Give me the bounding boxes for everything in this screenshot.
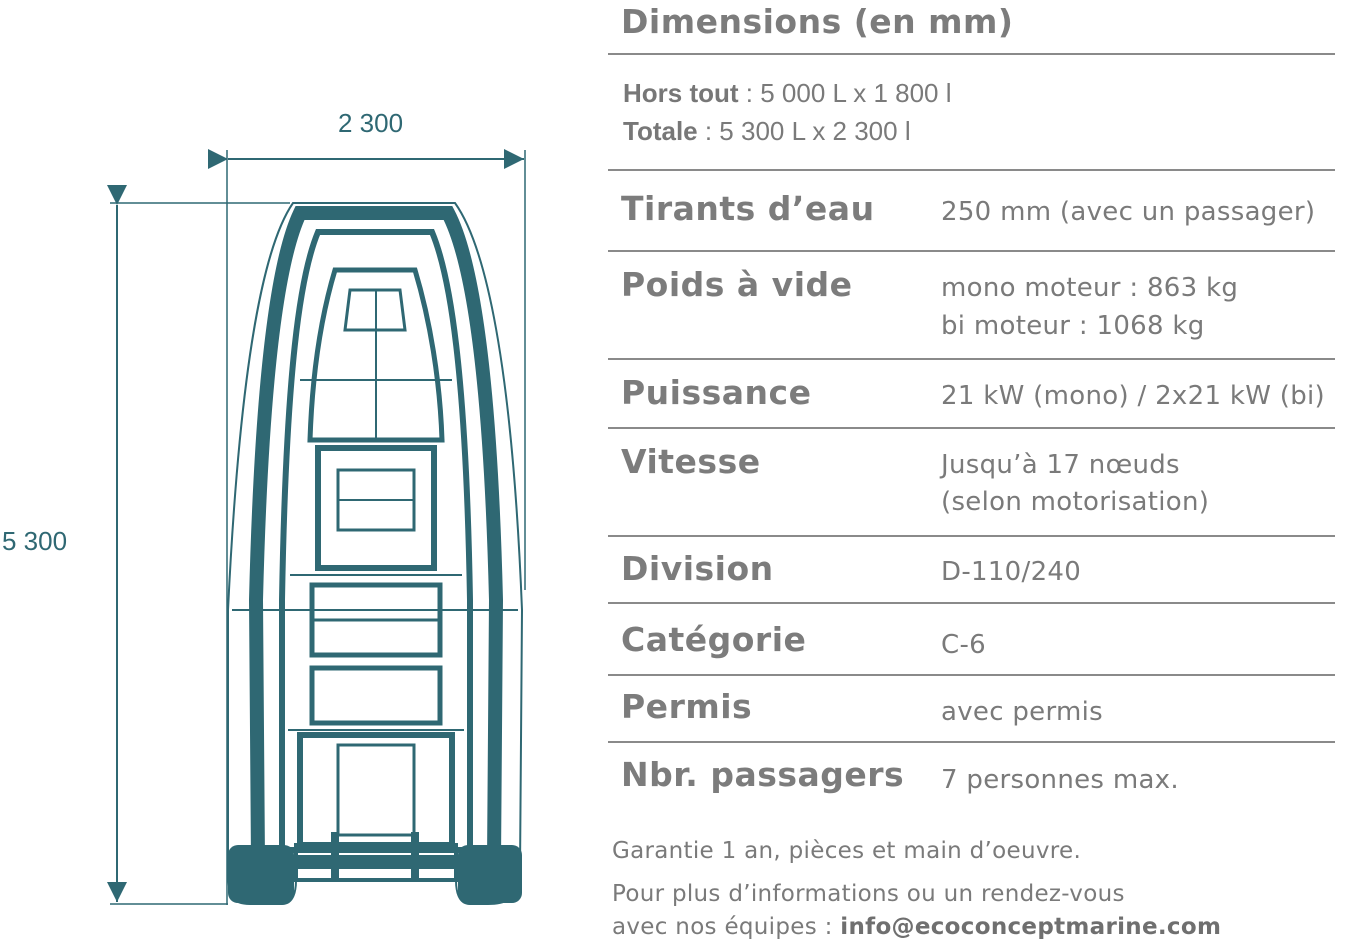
- spec-value-category: C-6: [941, 630, 986, 660]
- spec-label-speed: Vitesse: [621, 442, 761, 481]
- divider: [608, 674, 1335, 676]
- spec-value-weight-bi: bi moteur : 1068 kg: [941, 311, 1205, 341]
- boat-top-view-illustration: [0, 0, 600, 950]
- spec-value-division: D-110/240: [941, 557, 1082, 587]
- divider: [608, 427, 1335, 429]
- contact-email-link[interactable]: info@ecoconceptmarine.com: [840, 914, 1222, 940]
- spec-label-draft: Tirants d’eau: [621, 189, 875, 228]
- section-title: Dimensions (en mm): [621, 2, 1014, 41]
- spec-value-speed-note: (selon motorisation): [941, 487, 1210, 517]
- spec-value-license: avec permis: [941, 697, 1104, 727]
- divider: [608, 53, 1335, 55]
- spec-value-passengers: 7 personnes max.: [941, 765, 1179, 795]
- spec-value-speed: Jusqu’à 17 nœuds: [941, 450, 1180, 480]
- spec-value-power: 21 kW (mono) / 2x21 kW (bi): [941, 381, 1325, 411]
- divider: [608, 535, 1335, 537]
- divider: [608, 358, 1335, 360]
- divider: [608, 741, 1335, 743]
- total-value: : 5 300 L x 2 300 l: [697, 116, 911, 146]
- total-label: Totale: [623, 116, 698, 146]
- length-dimension-label: 5 300: [2, 526, 68, 556]
- spec-label-category: Catégorie: [621, 620, 807, 659]
- boat-drawing: [0, 0, 600, 950]
- spec-label-division: Division: [621, 549, 774, 588]
- overall-label: Hors tout: [623, 78, 739, 108]
- spec-label-passengers: Nbr. passagers: [621, 755, 905, 794]
- spec-label-weight: Poids à vide: [621, 265, 853, 304]
- contact-note: [612, 878, 1221, 944]
- warranty-note: Garantie 1 an, pièces et main d’oeuvre.: [612, 838, 1082, 864]
- divider: [608, 169, 1335, 171]
- spec-value-draft: 250 mm (avec un passager): [941, 197, 1316, 227]
- contact-line-2: avec nos équipes :: [612, 914, 841, 940]
- divider: [608, 602, 1335, 604]
- divider: [608, 250, 1335, 252]
- spec-value-weight-mono: mono moteur : 863 kg: [941, 273, 1239, 303]
- contact-line-1: Pour plus d’informations ou un rendez-vous: [612, 881, 1125, 907]
- overall-dimensions: [623, 74, 952, 150]
- width-dimension-label: 2 300: [338, 108, 404, 138]
- overall-value: : 5 000 L x 1 800 l: [738, 78, 952, 108]
- spec-label-license: Permis: [621, 687, 753, 726]
- spec-label-power: Puissance: [621, 373, 812, 412]
